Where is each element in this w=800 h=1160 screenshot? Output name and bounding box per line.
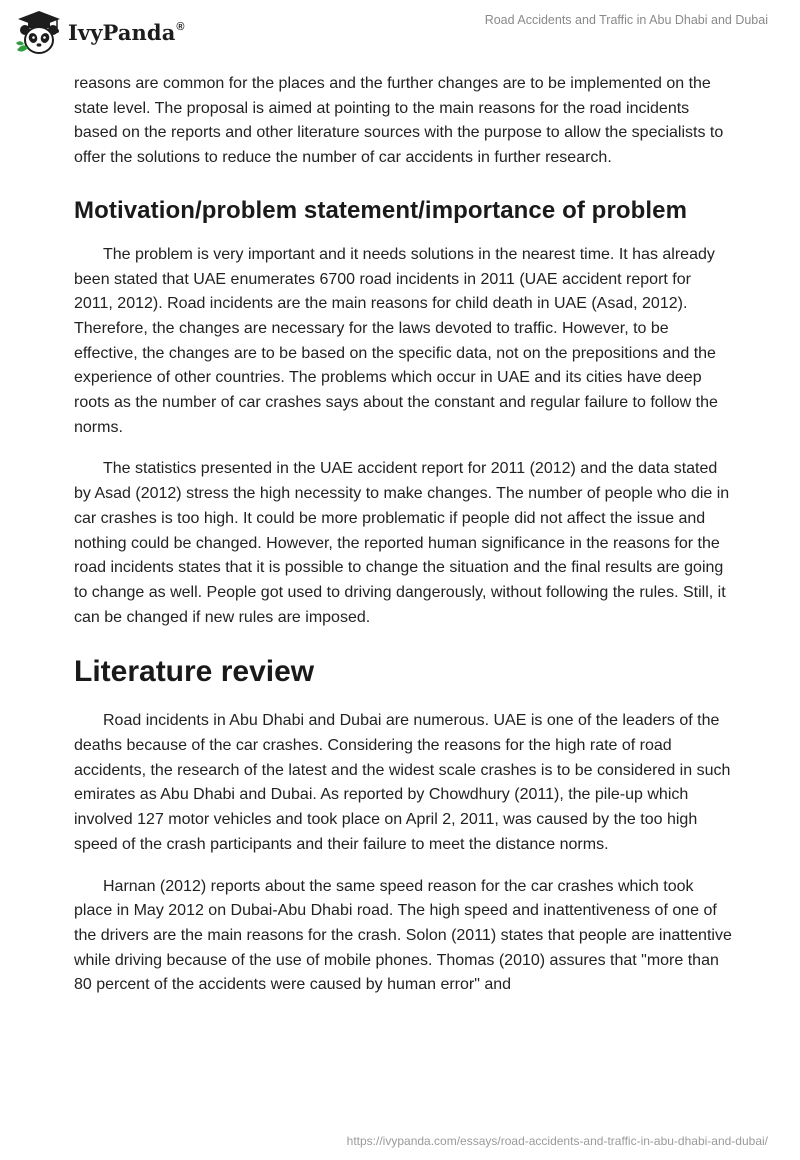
paragraph-literature-1: Road incidents in Abu Dhabi and Dubai are numerous. UAE is one of the leaders of the deaths because of the car crashes. Considering the reasons for the high rate of road accidents, the research of the latest and the widest scale crashes is to be considered in such emirates as Abu Dhabi and Dubai. As reported by Chowdhury (2011), the pile-up which involved 127 motor vehicles and took place on April 2, 2011, was caused by the too high speed of the crash participants and their failure to meet the distance norms. [74,712,731,853]
paragraph-motivation-1: The problem is very important and it needs solutions in the nearest time. It has already been stated that UAE enumerates 6700 road incidents in 2011 (UAE accident report for 2011, 2012). Road incidents are the main reasons for child death in UAE (Asad, 2012). Therefore, the changes are necessary for the laws devoted to traffic. However, to be effective, the changes are to be based on the specific data, not on the prepositions and the experience of other countries. The problems which occur in UAE and its cities have deep roots as the number of car crashes says about the constant and regular failure to follow the norms. [74,245,718,436]
brand-name: IvyPanda® [68,19,185,45]
ivypanda-logo[interactable] [14,8,185,56]
heading-motivation: Motivation/problem statement/importance of problem [74,196,688,224]
essay-content [74,72,734,998]
panda-graduation-cap-icon [14,8,64,56]
page-header [0,0,800,62]
paragraph-literature-2: Harnan (2012) reports about the same speed reason for the car crashes which took place in May 2012 on Dubai-Abu Dhabi road. The high speed and inattentiveness of one of the drivers are the main reasons for the crash. Solon (2011) states that people are inattentive while driving because of the use of mobile phones. Thomas (2010) assures that "more than 80 percent of the accidents were caused by human error" and [74,877,732,994]
paragraph-motivation-2: The statistics presented in the UAE accident report for 2011 (2012) and the data stated by Asad (2012) stress the high necessity to make changes. The number of people who die in car crashes is too high. It could be more problematic if people did not affect the issue and nothing could be changed. However, the reported human significance in the reasons for the road incidents states that it is possible to change the situation and the final results are going to change as well. People got used to driving dangerously, without following the rules. Still, it can be changed if new rules are imposed. [74,460,730,626]
document-title: Road Accidents and Traffic in Abu Dhabi and Dubai [484,13,768,27]
source-url-link[interactable]: https://ivypanda.com/essays/road-accidents-and-traffic-in-abu-dhabi-and-dubai/ [346,1134,768,1148]
paragraph-intro: reasons are common for the places and the further changes are to be implemented on the state level. The proposal is aimed at pointing to the main reasons for the road incidents based on the reports and other literature sources with the purpose to allow the specialists to offer the solutions to reduce the number of car accidents in further research. [74,75,724,167]
heading-literature-review: Literature review [74,655,315,689]
registered-mark: ® [176,20,185,33]
